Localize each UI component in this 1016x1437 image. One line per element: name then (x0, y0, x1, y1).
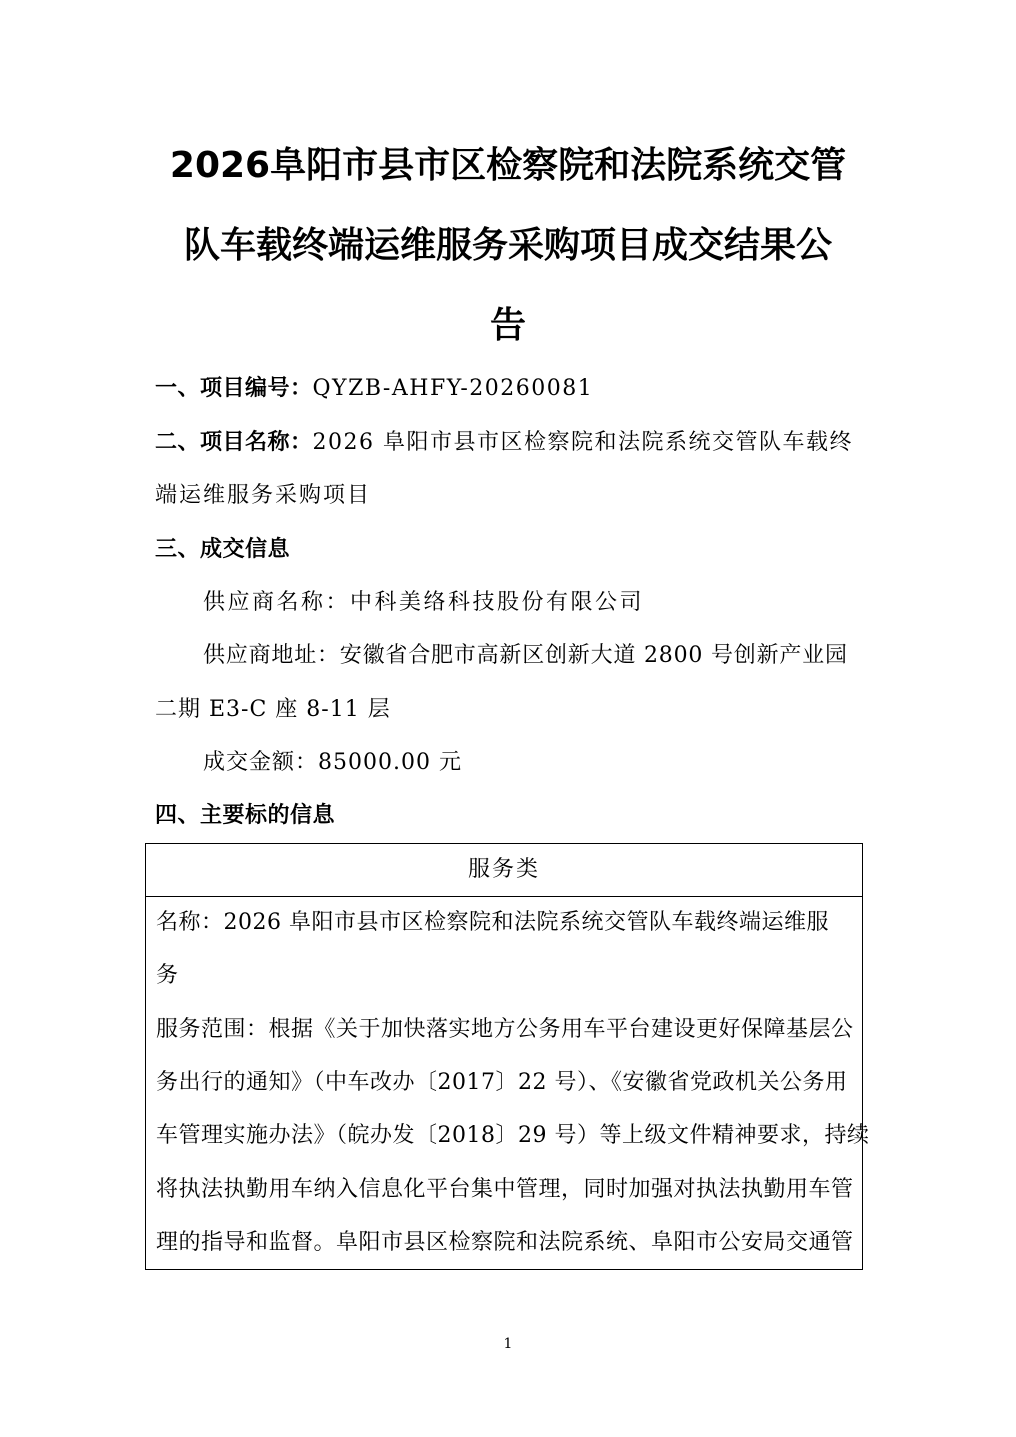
table-line: 车管理实施办法》（皖办发〔2018〕29 号）等上级文件精神要求，持续 (156, 1123, 870, 1148)
project-number-label: 一、项目编号： (155, 376, 313, 401)
supplier-address-continued: 二期 E3-C 座 8-11 层 (155, 697, 391, 722)
project-number-value: QYZB-AHFY-20260081 (312, 376, 594, 401)
table-line: 理的指导和监督。阜阳市县区检察院和法院系统、阜阳市公安局交通管 (156, 1230, 854, 1255)
project-name-value-continued: 端运维服务采购项目 (155, 483, 372, 508)
main-subject-heading: 四、主要标的信息 (155, 803, 336, 828)
project-number-row (155, 374, 593, 404)
table-line: 务 (156, 963, 179, 988)
table-divider (146, 896, 862, 897)
subject-info-table (145, 843, 870, 1270)
supplier-name: 供应商名称：中科美络科技股份有限公司 (203, 590, 645, 615)
project-name-value: 2026 阜阳市县市区检察院和法院系统交管队车载终 (312, 430, 853, 455)
table-line: 服务范围：根据《关于加快落实地方公务用车平台建设更好保障基层公 (156, 1017, 854, 1042)
project-name-label: 二、项目名称： (155, 430, 313, 455)
project-name-row (155, 428, 853, 458)
document-title-line-1: 2026阜阳市县市区检察院和法院系统交管 (169, 145, 847, 186)
deal-amount: 成交金额：85000.00 元 (203, 750, 462, 775)
table-header-cell: 服务类 (467, 857, 540, 882)
supplier-address: 供应商地址：安徽省合肥市高新区创新大道 2800 号创新产业园 (203, 643, 848, 668)
document-title-line-2: 队车载终端运维服务采购项目成交结果公 (183, 225, 832, 266)
table-line: 将执法执勤用车纳入信息化平台集中管理，同时加强对执法执勤用车管 (156, 1177, 854, 1202)
deal-info-heading: 三、成交信息 (155, 537, 291, 562)
table-line: 名称：2026 阜阳市县市区检察院和法院系统交管队车载终端运维服 (156, 910, 829, 935)
page-number: 1 (503, 1336, 513, 1352)
document-title-line-3: 告 (489, 305, 526, 346)
table-line: 务出行的通知》（中车改办〔2017〕22 号）、《安徽省党政机关公务用 (156, 1070, 848, 1095)
